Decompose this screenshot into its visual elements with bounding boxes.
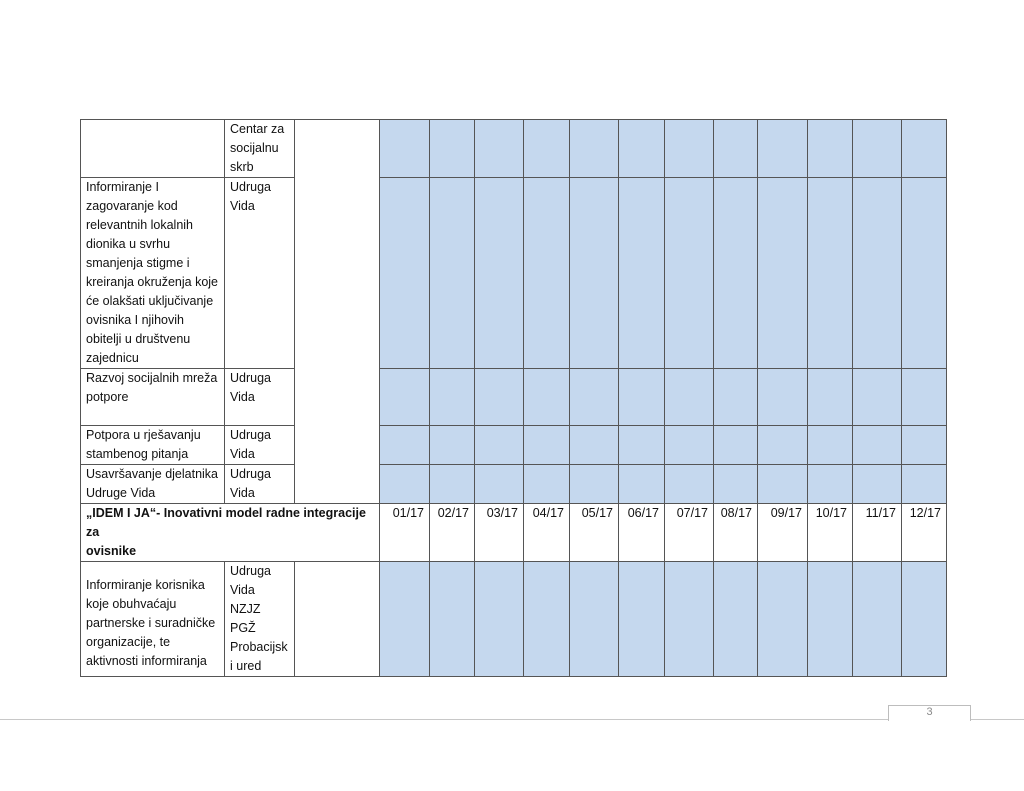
responsible-cell: Udruga Vida: [225, 426, 295, 465]
footer-rule: [0, 719, 1024, 720]
month-cell: [430, 369, 475, 426]
month-cell: [758, 369, 808, 426]
page-number: 3: [926, 706, 933, 718]
month-cell: [619, 465, 665, 504]
month-cell: [758, 120, 808, 178]
month-cell: [430, 426, 475, 465]
table-row: [81, 120, 947, 178]
responsible-cell: Centar za socijalnu skrb: [225, 120, 295, 178]
month-cell: [380, 178, 430, 369]
month-cell: [665, 562, 714, 677]
month-header: 02/17: [430, 504, 475, 562]
month-cell: [430, 562, 475, 677]
month-cell: [902, 465, 947, 504]
month-cell: [475, 562, 524, 677]
table-row: [81, 178, 947, 369]
month-cell: [524, 369, 570, 426]
month-cell: [570, 178, 619, 369]
section-header-row: [81, 504, 947, 562]
month-header: 04/17: [524, 504, 570, 562]
month-cell: [475, 120, 524, 178]
month-cell: [380, 562, 430, 677]
month-cell: [570, 426, 619, 465]
activity-plan-table: [80, 119, 947, 677]
month-cell: [714, 369, 758, 426]
section-title: „IDEM I JA“- Inovativni model radne integracije za ovisnike: [81, 504, 380, 562]
month-cell: [475, 465, 524, 504]
month-cell: [380, 369, 430, 426]
table-row: [81, 369, 947, 426]
month-cell: [665, 426, 714, 465]
month-cell: [808, 369, 853, 426]
month-cell: [902, 178, 947, 369]
month-cell: [619, 369, 665, 426]
activity-cell: Usavršavanje djelatnika Udruge Vida: [81, 465, 225, 504]
month-cell: [665, 465, 714, 504]
responsible-cell: Udruga Vida: [225, 465, 295, 504]
month-cell: [853, 178, 902, 369]
month-header: 05/17: [570, 504, 619, 562]
month-cell: [808, 178, 853, 369]
month-header: 11/17: [853, 504, 902, 562]
month-cell: [853, 369, 902, 426]
month-cell: [619, 562, 665, 677]
month-cell: [853, 120, 902, 178]
month-cell: [430, 465, 475, 504]
month-cell: [758, 562, 808, 677]
blank-cell: [295, 562, 380, 677]
month-cell: [619, 426, 665, 465]
responsible-cell: Udruga Vida: [225, 178, 295, 369]
month-header: 10/17: [808, 504, 853, 562]
month-cell: [853, 426, 902, 465]
month-cell: [570, 369, 619, 426]
activity-cell: Informiranje korisnika koje obuhvaćaju partnerske i suradničke organizacije, te aktivnosti informiranja: [81, 562, 225, 677]
month-cell: [475, 369, 524, 426]
month-cell: [758, 426, 808, 465]
month-cell: [714, 562, 758, 677]
month-cell: [808, 465, 853, 504]
activity-cell: Razvoj socijalnih mreža potpore: [81, 369, 225, 426]
month-cell: [524, 178, 570, 369]
month-header: 01/17: [380, 504, 430, 562]
table-row: [81, 426, 947, 465]
month-cell: [808, 426, 853, 465]
month-cell: [475, 178, 524, 369]
month-cell: [380, 426, 430, 465]
month-header: 09/17: [758, 504, 808, 562]
month-cell: [380, 465, 430, 504]
month-cell: [665, 178, 714, 369]
month-cell: [524, 426, 570, 465]
month-cell: [430, 178, 475, 369]
month-cell: [524, 120, 570, 178]
month-cell: [902, 120, 947, 178]
month-cell: [570, 465, 619, 504]
month-header: 12/17: [902, 504, 947, 562]
month-cell: [853, 465, 902, 504]
month-cell: [902, 426, 947, 465]
month-cell: [524, 562, 570, 677]
month-cell: [570, 562, 619, 677]
month-header: 08/17: [714, 504, 758, 562]
month-cell: [808, 562, 853, 677]
month-cell: [758, 465, 808, 504]
month-cell: [665, 369, 714, 426]
responsible-cell: Udruga Vida: [225, 369, 295, 426]
activity-cell: Informiranje I zagovaranje kod relevantnih lokalnih dionika u svrhu smanjenja stigme i kreiranja okruženja koje će olakšati uključivanje ovisnika I njihovih obitelji u društvenu zajednicu: [81, 178, 225, 369]
month-cell: [619, 120, 665, 178]
month-cell: [758, 178, 808, 369]
month-cell: [714, 465, 758, 504]
blank-cell: [295, 120, 380, 504]
month-cell: [475, 426, 524, 465]
month-cell: [430, 120, 475, 178]
month-header: 06/17: [619, 504, 665, 562]
activity-cell: [81, 120, 225, 178]
responsible-cell: Udruga Vida NZJZ PGŽ Probacijsk i ured: [225, 562, 295, 677]
month-cell: [665, 120, 714, 178]
month-cell: [853, 562, 902, 677]
month-header: 07/17: [665, 504, 714, 562]
month-cell: [714, 178, 758, 369]
month-header: 03/17: [475, 504, 524, 562]
table-row: [81, 465, 947, 504]
month-cell: [714, 426, 758, 465]
table-row: [81, 562, 947, 677]
activity-cell: Potpora u rješavanju stambenog pitanja: [81, 426, 225, 465]
month-cell: [902, 562, 947, 677]
month-cell: [619, 178, 665, 369]
month-cell: [570, 120, 619, 178]
month-cell: [714, 120, 758, 178]
month-cell: [902, 369, 947, 426]
month-cell: [808, 120, 853, 178]
month-cell: [524, 465, 570, 504]
month-cell: [380, 120, 430, 178]
